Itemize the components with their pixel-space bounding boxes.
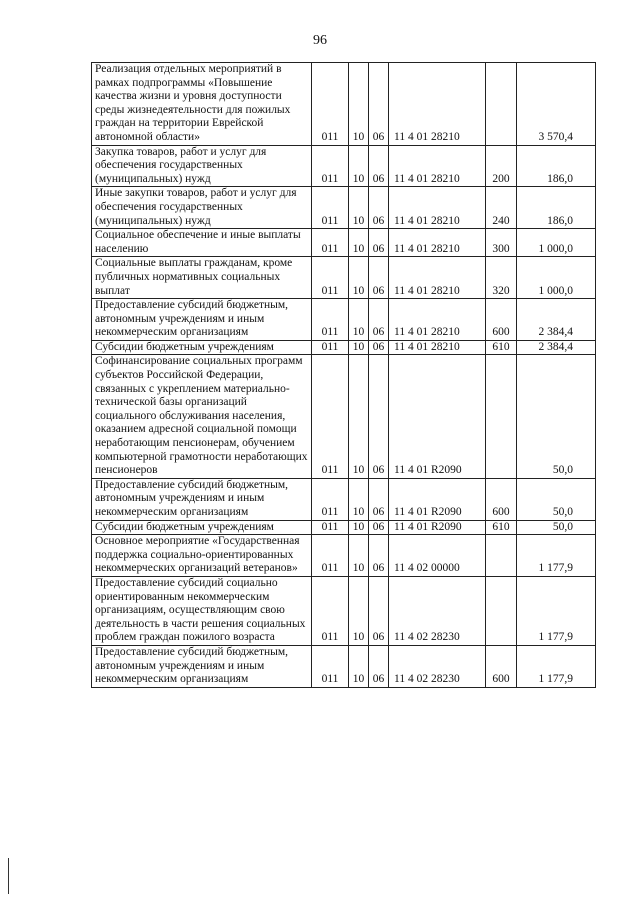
cell-amount: 1 000,0 xyxy=(517,229,596,257)
cell-vr xyxy=(486,576,517,645)
cell-ministry: 011 xyxy=(312,299,349,341)
cell-ministry: 011 xyxy=(312,478,349,520)
cell-amount: 50,0 xyxy=(517,355,596,478)
cell-vr: 240 xyxy=(486,187,517,229)
cell-ministry: 011 xyxy=(312,535,349,577)
cell-name: Иные закупки товаров, работ и услуг для обеспечения государственных (муниципальных) нужд xyxy=(92,187,312,229)
cell-name: Предоставление субсидий бюджетным, автономным учреждениям и иным некоммерческим организациям xyxy=(92,645,312,687)
table-row xyxy=(92,299,596,341)
cell-subsection: 06 xyxy=(369,645,389,687)
cell-vr xyxy=(486,355,517,478)
table-row xyxy=(92,229,596,257)
cell-ministry: 011 xyxy=(312,576,349,645)
cell-csr: 11 4 01 28210 xyxy=(389,299,486,341)
cell-ministry: 011 xyxy=(312,355,349,478)
table-row xyxy=(92,340,596,355)
cell-vr xyxy=(486,63,517,146)
cell-amount: 2 384,4 xyxy=(517,299,596,341)
cell-section: 10 xyxy=(349,63,369,146)
cell-section: 10 xyxy=(349,535,369,577)
page-number: 96 xyxy=(313,33,327,48)
cell-section: 10 xyxy=(349,478,369,520)
cell-section: 10 xyxy=(349,645,369,687)
cell-section: 10 xyxy=(349,145,369,187)
cell-subsection: 06 xyxy=(369,478,389,520)
cell-section: 10 xyxy=(349,229,369,257)
cell-vr: 600 xyxy=(486,299,517,341)
cell-amount: 1 177,9 xyxy=(517,645,596,687)
table-row xyxy=(92,145,596,187)
budget-table-body xyxy=(92,63,596,688)
cell-csr: 11 4 01 28210 xyxy=(389,145,486,187)
cell-csr: 11 4 01 28210 xyxy=(389,257,486,299)
cell-ministry: 011 xyxy=(312,229,349,257)
table-row xyxy=(92,576,596,645)
table-row xyxy=(92,535,596,577)
margin-mark xyxy=(8,858,9,894)
cell-vr: 200 xyxy=(486,145,517,187)
cell-vr: 320 xyxy=(486,257,517,299)
cell-name: Социальное обеспечение и иные выплаты населению xyxy=(92,229,312,257)
cell-amount: 50,0 xyxy=(517,520,596,535)
cell-name: Закупка товаров, работ и услуг для обеспечения государственных (муниципальных) нужд xyxy=(92,145,312,187)
cell-ministry: 011 xyxy=(312,63,349,146)
cell-section: 10 xyxy=(349,576,369,645)
cell-subsection: 06 xyxy=(369,63,389,146)
cell-name: Софинансирование социальных программ субъектов Российской Федерации, связанных с укреплением материально-технической базы организаций социального обслуживания населения, оказанием адресной социальной помощи неработающим пенсионерам, обучением компьютерной грамотности неработающих пенсионеров xyxy=(92,355,312,478)
cell-section: 10 xyxy=(349,257,369,299)
cell-section: 10 xyxy=(349,520,369,535)
cell-subsection: 06 xyxy=(369,535,389,577)
cell-section: 10 xyxy=(349,299,369,341)
cell-subsection: 06 xyxy=(369,187,389,229)
cell-amount: 186,0 xyxy=(517,187,596,229)
cell-name: Социальные выплаты гражданам, кроме публичных нормативных социальных выплат xyxy=(92,257,312,299)
cell-amount: 186,0 xyxy=(517,145,596,187)
cell-csr: 11 4 01 28210 xyxy=(389,187,486,229)
cell-subsection: 06 xyxy=(369,229,389,257)
cell-name: Предоставление субсидий бюджетным, автономным учреждениям и иным некоммерческим организациям xyxy=(92,299,312,341)
cell-vr: 610 xyxy=(486,340,517,355)
cell-ministry: 011 xyxy=(312,145,349,187)
cell-name: Субсидии бюджетным учреждениям xyxy=(92,340,312,355)
cell-csr: 11 4 01 R2090 xyxy=(389,478,486,520)
cell-csr: 11 4 02 28230 xyxy=(389,645,486,687)
cell-ministry: 011 xyxy=(312,340,349,355)
cell-subsection: 06 xyxy=(369,299,389,341)
cell-name: Предоставление субсидий социально ориентированным некоммерческим организациям, осуществляющим свою деятельность в части решения социальных проблем граждан пожилого возраста xyxy=(92,576,312,645)
table-row xyxy=(92,63,596,146)
cell-csr: 11 4 01 R2090 xyxy=(389,355,486,478)
cell-amount: 1 000,0 xyxy=(517,257,596,299)
cell-amount: 50,0 xyxy=(517,478,596,520)
cell-csr: 11 4 01 28210 xyxy=(389,340,486,355)
cell-vr: 300 xyxy=(486,229,517,257)
cell-csr: 11 4 01 R2090 xyxy=(389,520,486,535)
cell-section: 10 xyxy=(349,187,369,229)
cell-amount: 1 177,9 xyxy=(517,576,596,645)
cell-ministry: 011 xyxy=(312,645,349,687)
budget-table xyxy=(91,62,596,688)
cell-csr: 11 4 01 28210 xyxy=(389,63,486,146)
cell-ministry: 011 xyxy=(312,187,349,229)
table-row xyxy=(92,257,596,299)
table-row xyxy=(92,645,596,687)
cell-ministry: 011 xyxy=(312,257,349,299)
cell-ministry: 011 xyxy=(312,520,349,535)
cell-csr: 11 4 02 00000 xyxy=(389,535,486,577)
cell-subsection: 06 xyxy=(369,520,389,535)
cell-subsection: 06 xyxy=(369,576,389,645)
cell-name: Предоставление субсидий бюджетным, автономным учреждениям и иным некоммерческим организациям xyxy=(92,478,312,520)
cell-csr: 11 4 01 28210 xyxy=(389,229,486,257)
cell-section: 10 xyxy=(349,355,369,478)
cell-amount: 2 384,4 xyxy=(517,340,596,355)
cell-subsection: 06 xyxy=(369,257,389,299)
cell-name: Основное мероприятие «Государственная поддержка социально-ориентированных некоммерческих организаций ветеранов» xyxy=(92,535,312,577)
table-row xyxy=(92,478,596,520)
cell-vr: 600 xyxy=(486,645,517,687)
cell-vr: 600 xyxy=(486,478,517,520)
table-row xyxy=(92,355,596,478)
cell-name: Субсидии бюджетным учреждениям xyxy=(92,520,312,535)
cell-amount: 3 570,4 xyxy=(517,63,596,146)
table-row xyxy=(92,520,596,535)
cell-section: 10 xyxy=(349,340,369,355)
cell-vr: 610 xyxy=(486,520,517,535)
cell-name: Реализация отдельных мероприятий в рамках подпрограммы «Повышение качества жизни и уровня доступности среды жизнедеятельности для пожилых граждан на территории Еврейской автономной области» xyxy=(92,63,312,146)
cell-amount: 1 177,9 xyxy=(517,535,596,577)
cell-subsection: 06 xyxy=(369,340,389,355)
cell-csr: 11 4 02 28230 xyxy=(389,576,486,645)
cell-vr xyxy=(486,535,517,577)
cell-subsection: 06 xyxy=(369,145,389,187)
cell-subsection: 06 xyxy=(369,355,389,478)
table-row xyxy=(92,187,596,229)
